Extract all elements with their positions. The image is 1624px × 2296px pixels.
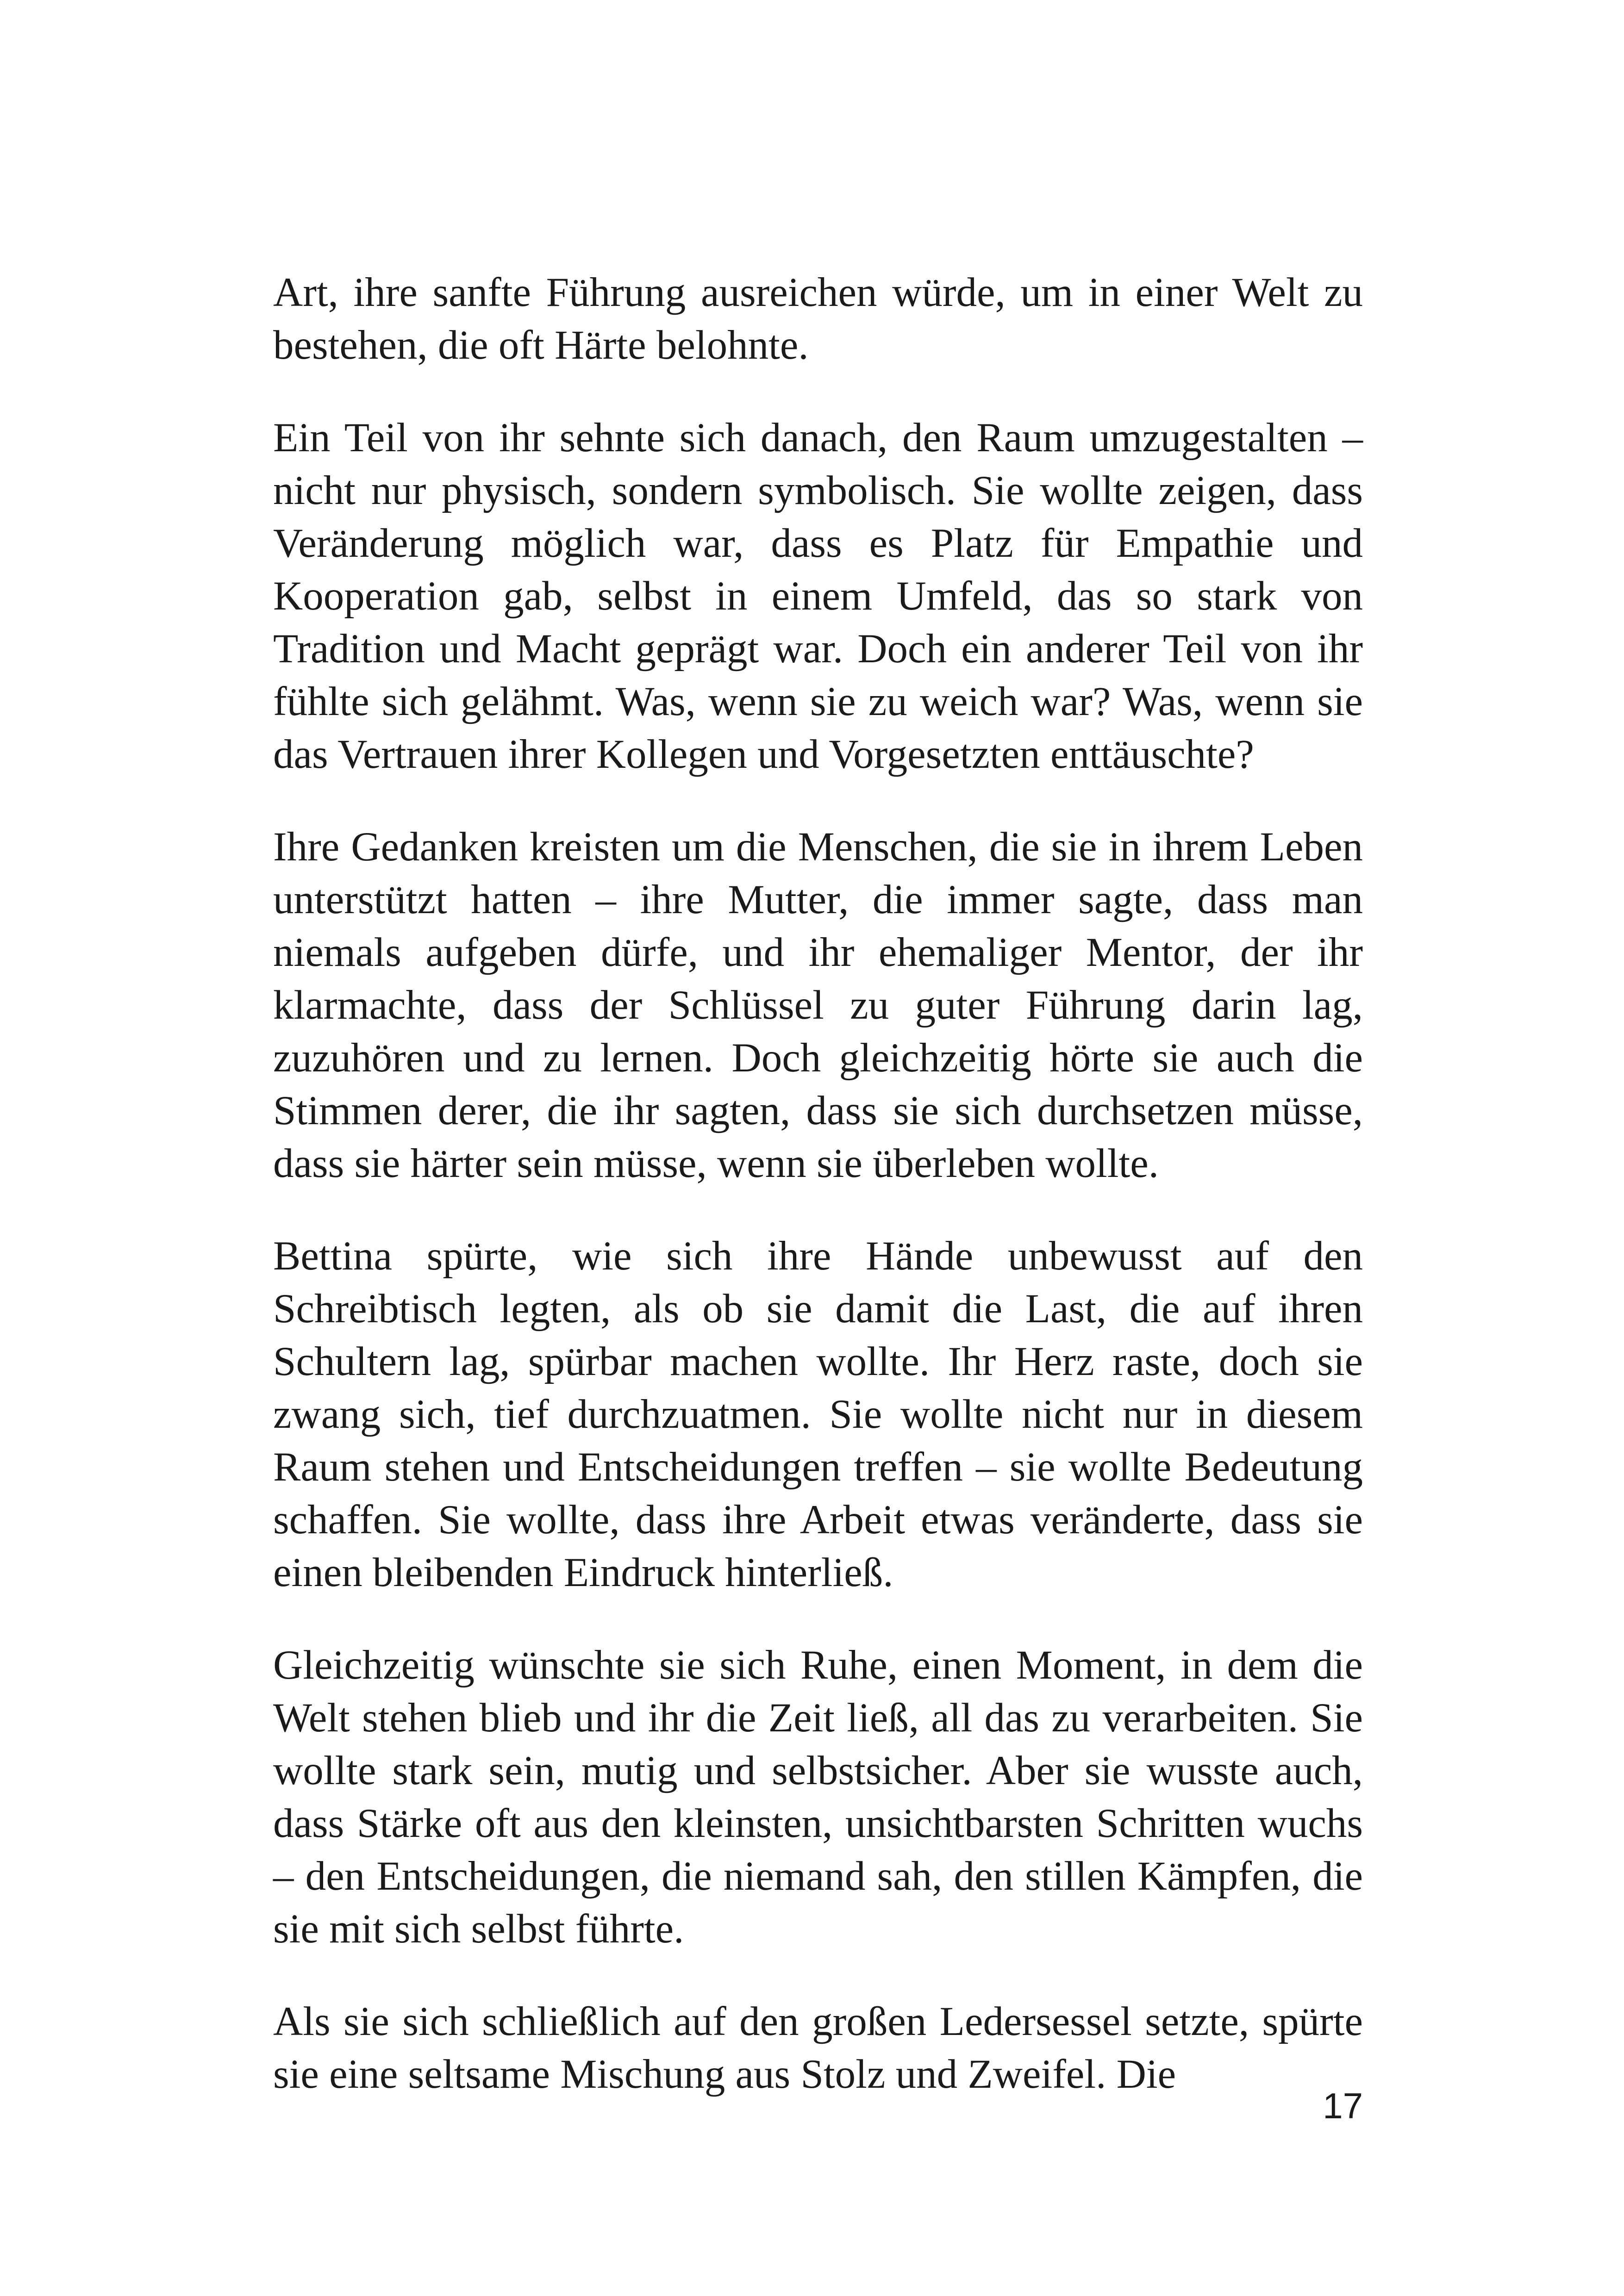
paragraph-1: Art, ihre sanfte Führung ausreichen würde, um in einer Welt zu bestehen, die oft Härte belohnte. bbox=[273, 270, 1363, 368]
body-text bbox=[273, 266, 1363, 2101]
paragraph-4: Bettina spürte, wie sich ihre Hände unbewusst auf den Schreibtisch legten, als ob sie damit die Last, die auf ihren Schultern lag, spürbar machen wollte. Ihr Herz raste, doch sie zwang sich, tief durchzuatmen. Sie wollte nicht nur in diesem Raum stehen und Entscheidungen treffen – sie wollte Bedeutung schaffen. Sie wollte, dass ihre Arbeit etwas veränderte, dass sie einen bleibenden Eindruck hinterließ. bbox=[273, 1233, 1363, 1595]
paragraph-6: Als sie sich schließlich auf den großen Ledersessel setzte, spürte sie eine seltsame Mischung aus Stolz und Zweifel. Die bbox=[273, 1999, 1363, 2097]
paragraph-2: Ein Teil von ihr sehnte sich danach, den Raum umzugestalten – nicht nur physisch, sondern symbolisch. Sie wollte zeigen, dass Veränderung möglich war, dass es Platz für Empathie und Kooperation gab, selbst in einem Umfeld, das so stark von Tradition und Macht geprägt war. Doch ein anderer Teil von ihr fühlte sich gelähmt. Was, wenn sie zu weich war? Was, wenn sie das Vertrauen ihrer Kollegen und Vorgesetzten enttäuschte? bbox=[273, 415, 1363, 777]
paragraph-3: Ihre Gedanken kreisten um die Menschen, die sie in ihrem Leben unterstützt hatten – ihre Mutter, die immer sagte, dass man niemals aufgeben dürfe, und ihr ehemaliger Mentor, der ihr klarmachte, dass der Schlüssel zu guter Führung darin lag, zuzuhören und zu lernen. Doch gleichzeitig hörte sie auch die Stimmen derer, die ihr sagten, dass sie sich durchsetzen müsse, dass sie härter sein müsse, wenn sie überleben wollte. bbox=[273, 824, 1363, 1186]
paragraph-5: Gleichzeitig wünschte sie sich Ruhe, einen Moment, in dem die Welt stehen blieb und ihr die Zeit ließ, all das zu verarbeiten. Sie wollte stark sein, mutig und selbstsicher. Aber sie wusste auch, dass Stärke oft aus den kleinsten, unsichtbarsten Schritten wuchs – den Entscheidungen, die niemand sah, den stillen Kämpfen, die sie mit sich selbst führte. bbox=[273, 1643, 1363, 1952]
page-number: 17 bbox=[1323, 2085, 1363, 2126]
